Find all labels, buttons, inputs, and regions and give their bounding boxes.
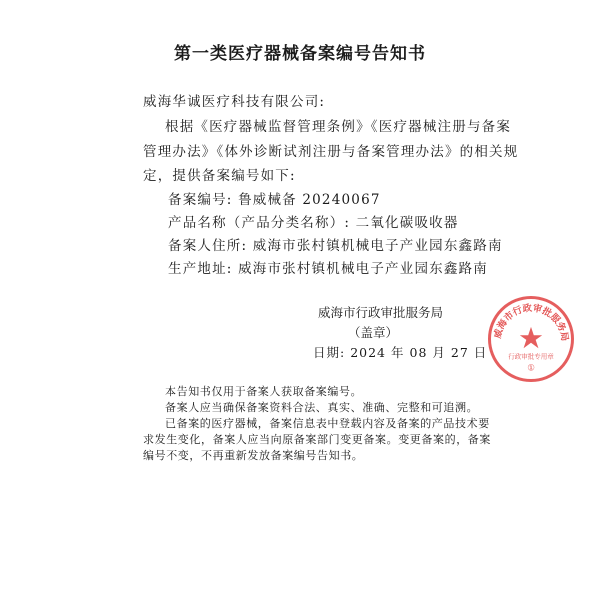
field-filing-number bbox=[168, 192, 381, 208]
note-line: 备案人应当确保备案资料合法、真实、准确、完整和可追溯。 bbox=[165, 401, 479, 414]
field-value: 威海市张村镇机械电子产业园东鑫路南 bbox=[238, 261, 488, 277]
date-day-unit: 日 bbox=[473, 345, 488, 360]
date-day: 27 bbox=[450, 345, 469, 360]
seal-number: ① bbox=[527, 362, 535, 373]
field-production-address bbox=[168, 261, 488, 277]
seal-text: 威海市行政审批服务局 bbox=[492, 302, 570, 342]
intro-line: 定，提供备案编号如下: bbox=[143, 168, 296, 184]
field-filer-address bbox=[168, 238, 503, 254]
issuer: 威海市行政审批服务局 bbox=[318, 305, 444, 320]
date-label: 日期: bbox=[313, 345, 346, 360]
note-line: 求发生变化，备案人应当向原备案部门变更备案。变更备案的，备案 bbox=[143, 433, 491, 446]
field-value: 鲁威械备 20240067 bbox=[238, 192, 381, 208]
field-value: 威海市张村镇机械电子产业园东鑫路南 bbox=[252, 238, 503, 254]
note-line: 本告知书仅用于备案人获取备案编号。 bbox=[165, 385, 363, 398]
intro-line: 根据《医疗器械监督管理条例》《医疗器械注册与备案 bbox=[165, 119, 512, 135]
date-month: 08 bbox=[409, 345, 428, 360]
field-label: 备案人住所: bbox=[168, 238, 248, 254]
note-line: 编号不变，不再重新发放备案编号告知书。 bbox=[143, 449, 364, 462]
field-label: 产品名称（产品分类名称）: bbox=[168, 215, 351, 231]
official-seal bbox=[488, 296, 574, 382]
field-label: 备案编号: bbox=[168, 192, 233, 208]
note-line: 已备案的医疗器械，备案信息表中登载内容及备案的产品技术要 bbox=[165, 417, 490, 430]
field-label: 生产地址: bbox=[168, 261, 233, 277]
date-year: 2024 bbox=[350, 345, 387, 360]
seal-note: （盖章） bbox=[348, 325, 399, 340]
date bbox=[313, 346, 487, 360]
page-title: 第一类医疗器械备案编号告知书 bbox=[174, 44, 426, 64]
field-value: 二氧化碳吸收器 bbox=[355, 215, 459, 231]
field-product-name bbox=[168, 215, 459, 231]
date-year-unit: 年 bbox=[391, 345, 405, 360]
seal-bottom-text: 行政审批专用章 bbox=[508, 352, 554, 361]
date-month-unit: 月 bbox=[432, 345, 446, 360]
intro-line: 管理办法》《体外诊断试剂注册与备案管理办法》的相关规 bbox=[143, 144, 519, 160]
addressee: 威海华诚医疗科技有限公司: bbox=[143, 94, 326, 110]
